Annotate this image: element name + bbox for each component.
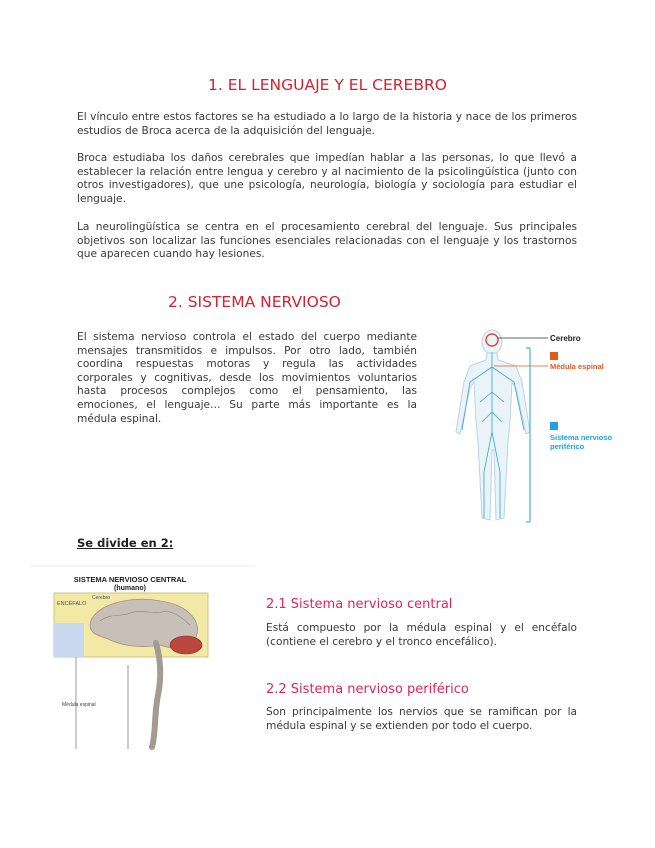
label-medula: Médula espinal: [550, 362, 604, 371]
subsection-2-1-text: Está compuesto por la médula espinal y el encéfalo (contiene el cerebro y el tronco encefálico).: [266, 622, 577, 648]
subsection-2-1-title: 2.1 Sistema nervioso central: [266, 597, 453, 612]
divide-label: Se divide en 2:: [77, 536, 174, 550]
label-periferico-line-1: Sistema nervioso: [550, 433, 613, 442]
snc-label-medula: Médula espinal: [62, 702, 96, 708]
label-cerebro: Cerebro: [550, 334, 581, 343]
section-1-title: 1. EL LENGUAJE Y EL CEREBRO: [208, 76, 447, 94]
snc-figure: [30, 565, 255, 755]
label-periferico-line-2: periférico: [550, 442, 585, 451]
nervous-system-body-figure: [440, 322, 640, 527]
section-1-paragraph-2: Broca estudiaba los daños cerebrales que impedían hablar a las personas, lo que llevó a establecer la relación entre lengua y cerebro y al nacimiento de la psicolingüística (junto con otros investigadores), que une psicología, neurología, biología y sociología para estudiar el lenguaje.: [77, 152, 577, 205]
section-2-paragraph: El sistema nervioso controla el estado del cuerpo mediante mensajes transmitidos e impulsos. Por otro lado, también coordina respuestas motoras y regula las actividades corporales y cognitivas, desde los movimientos voluntarios hasta procesos complejos como el pensamiento, las emociones, el lenguaje… Su parte más importante es la médula espinal.: [77, 331, 417, 425]
section-1-paragraph-1: El vínculo entre estos factores se ha estudiado a lo largo de la historia y nace de los primeros estudios de Broca acerca de la adquisición del lenguaje.: [77, 111, 577, 137]
snc-figure-title: SISTEMA NERVIOSO CENTRAL: [73, 575, 187, 584]
subsection-2-2-title: 2.2 Sistema nervioso periférico: [266, 682, 469, 697]
section-2-title: 2. SISTEMA NERVIOSO: [168, 293, 341, 311]
nervous-system-body-illustration: [440, 322, 640, 527]
section-1-paragraph-3: La neurolingüística se centra en el procesamiento cerebral del lenguaje. Sus principales objetivos son localizar las funciones esenciales relacionadas con el lenguaje y los trastornos que aparecen cuando hay lesiones.: [77, 221, 577, 261]
snc-figure-subtitle: (humano): [114, 585, 146, 592]
subsection-2-2-text: Son principalmente los nervios que se ramifican por la médula espinal y se extienden por todo el cuerpo.: [266, 706, 577, 732]
snc-illustration: [30, 565, 255, 755]
medula-color-swatch: [550, 352, 558, 360]
periferico-color-swatch: [550, 422, 558, 430]
snc-label-cerebro: Cerebro: [92, 595, 111, 601]
snc-label-encefalo: ENCÉFALO: [57, 601, 87, 607]
